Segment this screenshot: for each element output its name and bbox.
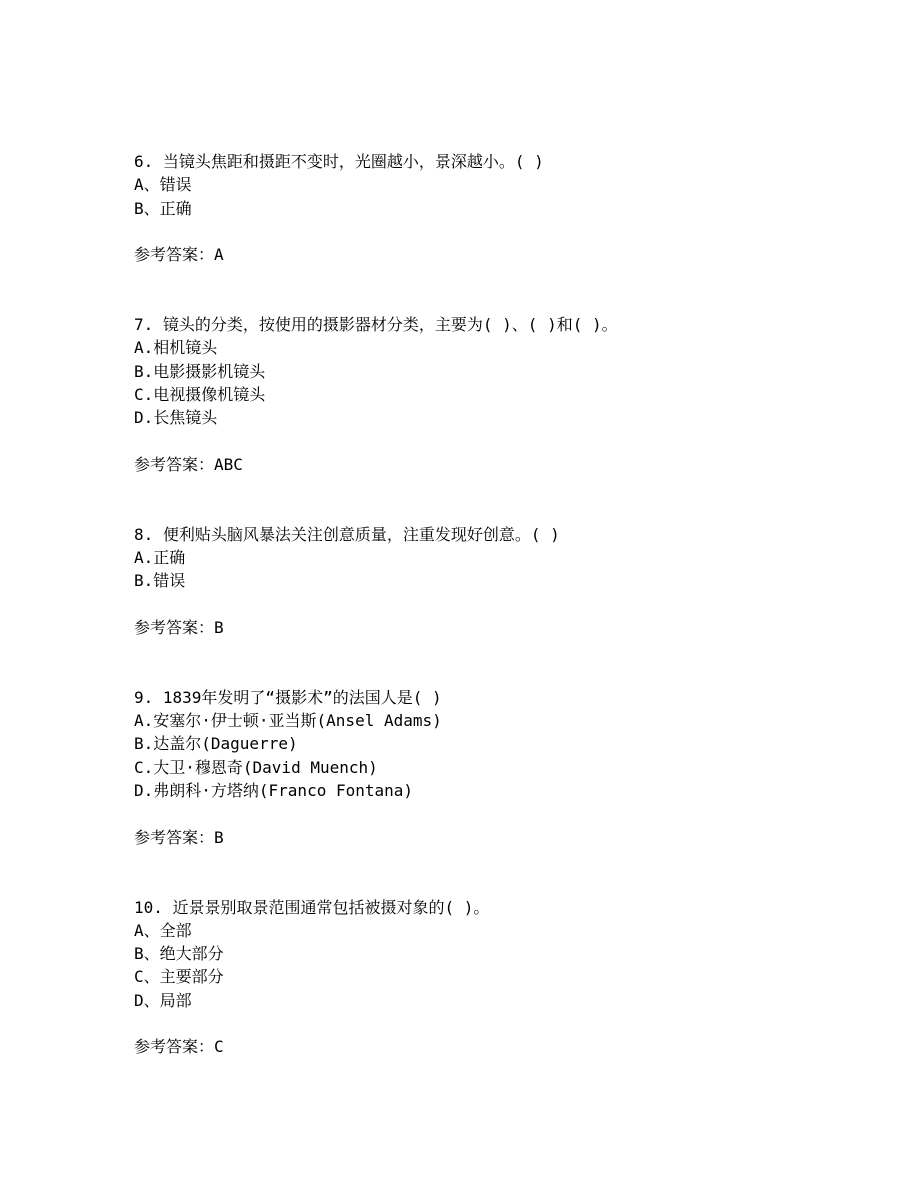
question-stem: 7. 镜头的分类，按使用的摄影器材分类，主要为( )、( )和( )。	[134, 315, 618, 335]
option-c: C.大卫·穆恩奇(David Muench)	[134, 757, 378, 777]
option-b: B.达盖尔(Daguerre)	[134, 734, 298, 754]
question-10	[134, 896, 894, 1059]
exam-page	[134, 150, 894, 1059]
option-b: B.错误	[134, 571, 186, 591]
question-stem: 9. 1839年发明了“摄影术”的法国人是( )	[134, 687, 442, 707]
question-9	[134, 686, 894, 849]
question-spacer	[134, 266, 894, 313]
question-stem: 8. 便利贴头脑风暴法关注创意质量，注重发现好创意。( )	[134, 524, 560, 544]
question-spacer	[134, 639, 894, 686]
option-d: D.长焦镜头	[134, 408, 218, 428]
question-6	[134, 150, 894, 266]
reference-answer: 参考答案：B	[134, 617, 224, 637]
option-b: B、正确	[134, 198, 192, 218]
option-a: A.相机镜头	[134, 338, 218, 358]
question-spacer	[134, 849, 894, 896]
reference-answer: 参考答案：ABC	[134, 454, 243, 474]
option-a: A、全部	[134, 920, 192, 940]
question-stem: 6. 当镜头焦距和摄距不变时，光圈越小，景深越小。( )	[134, 152, 544, 171]
reference-answer: 参考答案：C	[134, 1037, 224, 1057]
option-d: D、局部	[134, 990, 192, 1010]
question-7	[134, 313, 894, 476]
option-b: B.电影摄影机镜头	[134, 361, 266, 381]
option-a: A.正确	[134, 548, 186, 568]
reference-answer: 参考答案：A	[134, 245, 224, 265]
question-8	[134, 523, 894, 639]
reference-answer: 参考答案：B	[134, 827, 224, 847]
option-c: C.电视摄像机镜头	[134, 384, 266, 404]
option-a: A、错误	[134, 175, 192, 195]
option-a: A.安塞尔·伊士顿·亚当斯(Ansel Adams)	[134, 711, 442, 731]
option-c: C、主要部分	[134, 967, 224, 987]
option-b: B、绝大部分	[134, 944, 224, 964]
question-spacer	[134, 476, 894, 523]
question-stem: 10. 近景景别取景范围通常包括被摄对象的( )。	[134, 897, 490, 917]
option-d: D.弗朗科·方塔纳(Franco Fontana)	[134, 781, 414, 801]
